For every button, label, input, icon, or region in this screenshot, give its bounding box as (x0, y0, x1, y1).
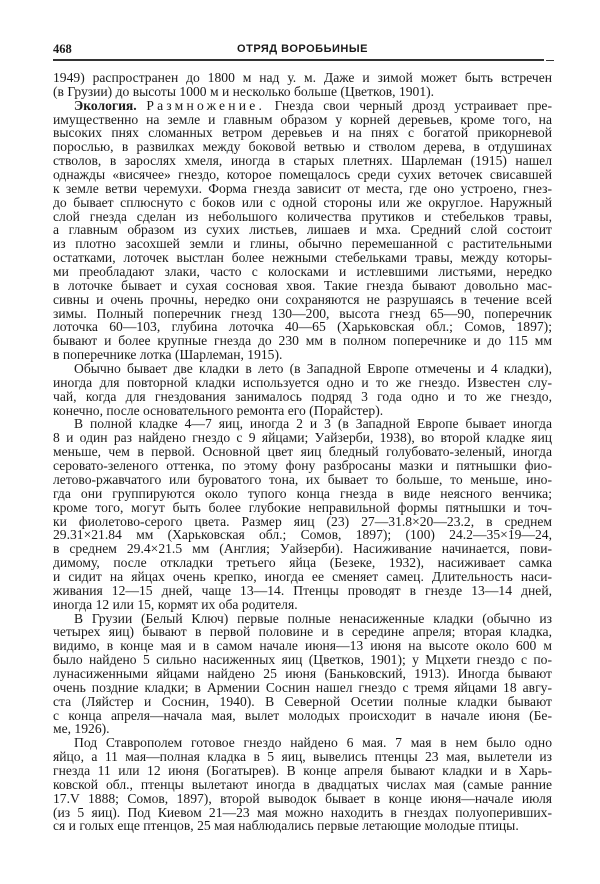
paragraph (53, 417, 552, 611)
text-line (53, 99, 552, 113)
text-line: и сидит на яйцах очень крепко, иногда ее сменяет самец. Длительность наси- (53, 568, 552, 584)
text-line: гнезда 11 или 12 июня (Богатырев). В конце апреля бывают кладки и в Харь- (53, 762, 552, 778)
text-line: 1949) распространен до 1800 м над у. м. Даже и зимой может быть встречен (53, 70, 552, 85)
text-line: четырех яиц) бывают в первой половине и в середине апреля; вторая кладка, (53, 624, 552, 640)
text-line: гда они группируются около тупого конца гнезда в виде неясного венчика; (53, 485, 552, 501)
page-number: 468 (53, 42, 72, 56)
text-line: остатками, лоточек выстлан более нежными стебельками травы, между которы- (53, 250, 552, 266)
text-line: имущественно на земле и главным образом у корней деревьев, кроме того, на (53, 111, 552, 127)
text-line: с конца апреля—начала мая, вылет молодых происходит в начале июня (Бе- (53, 707, 552, 723)
text-line: в среднем 29.4×21.5 мм (Англия; Уайзерби). Насиживание начинается, пови- (53, 541, 552, 557)
text-line: ковской обл., птенцы вылетают иногда в двадцатых числах мая (самые ранние (53, 776, 552, 792)
text-line: летово-ржавчатого или буроватого тона, их бывает то больше, то меньше, ино- (53, 471, 552, 487)
text-line: однажды «висячее» гнездо, которое помещалось среди сухих веточек свисавшей (53, 167, 552, 183)
text-line: а главным образом из сухих листьев, лишаев и мха. Средний слой состоит (53, 222, 552, 238)
text-line: ме, 1926). (53, 721, 110, 737)
text-line: конечно, после основательного ремонта его (Порайстер). (53, 402, 384, 418)
text-line: видимо, в конце мая и в самом начале июня—13 июня на высоте около 600 м (53, 638, 552, 654)
header-rule-end (546, 60, 554, 61)
text-line: 29.31×21.84 мм (Харьковская обл.; Сомов, 1897); (100) 24.2—35×19—24, (53, 527, 552, 543)
paragraph (53, 612, 552, 737)
body-text (53, 71, 552, 833)
text-line: порослью, в развилках между боковой ветвью и стволом дерева, в отдушинах (53, 139, 552, 155)
text-line: было найдено 5 сильно насиженных яиц (Цветков, 1901); у Мцхети гнездо с по- (53, 652, 552, 668)
text-line: лунасиженными яйцами найдено 25 июня (Баньковский, 1913). Иногда бывают (53, 665, 552, 681)
running-title: ОТРЯД ВОРОБЬИНЫЕ (237, 43, 368, 55)
line-text: Гнезда свои черный дрозд устраивает пре- (265, 97, 552, 113)
text-line: серовато-зеленого оттенка, по этому фону разбросаны мазки и пятнышки фио- (53, 458, 552, 474)
text-line: в поперечнике лотка (Шарлеман, 1915). (53, 347, 283, 363)
text-line: ми преобладают злаки, часто с колосками и истлевшими листьями, нередко (53, 264, 552, 280)
text-line: из плотно засохшей земли и глины, обычно перемешанной с растительными (53, 236, 552, 252)
section-heading: Экология. (74, 97, 137, 113)
text-line: лоточка 60—103, глубина лоточка 40—65 (Харьковская обл.; Сомов, 1897); (53, 319, 552, 335)
text-line: 17.V 1888; Сомов, 1897), второй выводок бывает в конце июня—начале июля (53, 790, 552, 806)
text-line: В полной кладке 4—7 яиц, иногда 2 и 3 (в Западной Европе бывает иногда (74, 416, 552, 432)
text-line: к земле ветви черемухи. Форма гнезда зависит от места, где оно устроено, гнез- (53, 180, 552, 196)
text-line: димому, после откладки третьего яйца (Безеке, 1932), насиживает самка (53, 555, 552, 571)
text-line: сивны и очень прочны, нередко они сохраняются не разрушаясь в течение всей (53, 291, 552, 307)
text-line: стволов, в зарослях хмеля, иногда в старых плетнях. Шарлеман (1915) нашел (53, 153, 552, 169)
subsection-heading: Размножение. (146, 97, 266, 113)
text-line: зимы. Полный поперечник гнезд 130—200, высота гнезд 65—90, поперечник (53, 305, 552, 321)
text-line: до бывает сплюснуто с боков или с одной стороны или же округлое. Наружный (53, 194, 552, 210)
paragraph (53, 71, 552, 99)
page-header (53, 42, 552, 58)
text-line: ста (Ляйстер и Соснин, 1940). В Северной Осетии полные кладки бывают (53, 693, 552, 709)
text-line: чай, когда для гнездования занималось подряд 3 года одно и то же гнездо, (53, 388, 552, 404)
text-line: в лоточке бывает и сухая сосновая хвоя. Такие гнезда бывают довольно мас- (53, 277, 552, 293)
paragraph (53, 362, 552, 417)
text-line: В Грузии (Белый Ключ) первые полные ненасиженные кладки (обычно из (74, 610, 552, 626)
text-line: высоких пнях сломанных ветром деревьев и на пнях с богатой прикорневой (53, 125, 552, 141)
text-line: меньше, чем в первой. Основной цвет яиц бледный голубовато-зеленый, иногда (53, 444, 552, 460)
text-line: 8 и один раз найдено гнездо с 9 яйцами; Уайзерби, 1938), во второй кладке яиц (53, 430, 552, 446)
text-line: Обычно бывает две кладки в лето (в Западной Европе отмечены и 4 кладки), (74, 361, 552, 377)
paragraph (53, 99, 552, 362)
text-line: ки фиолетово-серого цвета. Размер яиц (23) 27—31.8×20—23.2, в среднем (53, 513, 552, 529)
paragraph (53, 736, 552, 833)
text-line: (из 5 яиц). Под Киевом 21—23 мая можно находить в гнездах полуоперивших- (53, 804, 552, 820)
text-line: Под Ставрополем готовое гнездо найдено 6 мая. 7 мая в нем было одно (74, 735, 552, 751)
header-rule (53, 59, 544, 61)
text-line: иногда 12 или 15, кормят их оба родителя. (53, 596, 298, 612)
text-line: яйцо, а 11 мая—полная кладка в 5 яиц, вывелись птенцы 23 мая, вылетели из (53, 749, 552, 765)
text-line: слой гнезда сделан из небольшого количества прутиков и стебельков травы, (53, 208, 552, 224)
text-line: кроме того, могут быть более глубокие неправильной формы пятнышки и точ- (53, 499, 552, 515)
text-line: иногда для повторной кладки используется одно и то же гнездо. Известен слу- (53, 374, 552, 390)
text-line: очень поздние кладки; в Армении Соснин нашел гнездо с тремя яйцами 18 авгу- (53, 679, 552, 695)
text-line: ся и голых еще птенцов, 25 мая наблюдались первые летающие молодые птицы. (53, 818, 519, 834)
text-line: бывают и более крупные гнезда до 230 мм в полном поперечнике и до 115 мм (53, 333, 552, 349)
text-line: (в Грузии) до высоты 1000 м и несколько больше (Цветков, 1901). (53, 83, 435, 99)
text-line: живания 12—15 дней, чаще 13—14. Птенцы проводят в гнезде 13—14 дней, (53, 582, 552, 598)
